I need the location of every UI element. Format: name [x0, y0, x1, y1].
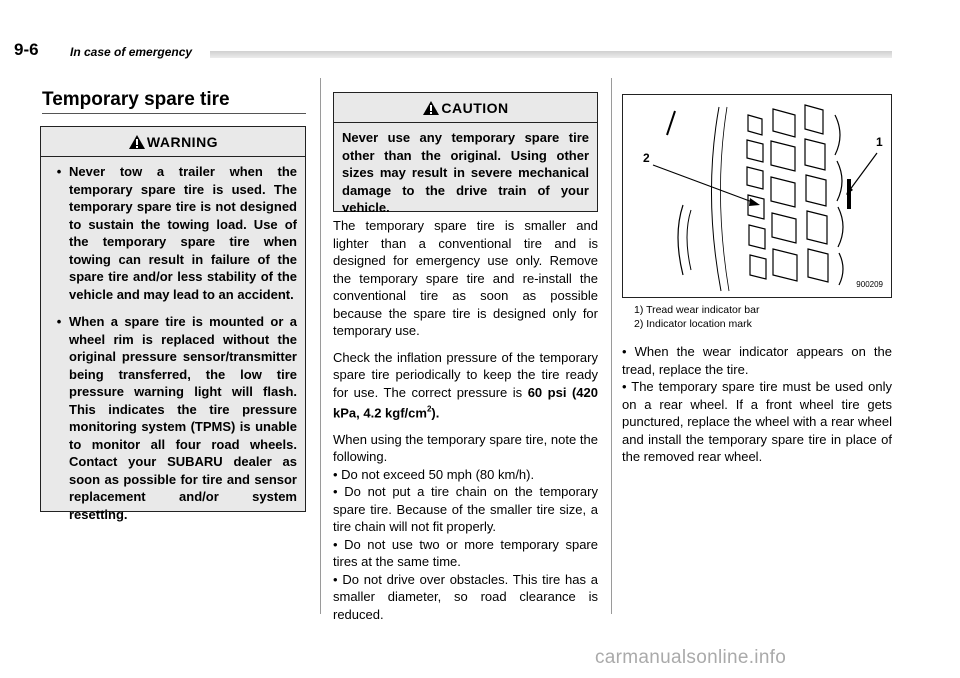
bullet-icon: •: [622, 379, 632, 394]
bullet-icon: •: [333, 484, 345, 500]
caution-header: [334, 93, 597, 123]
figure-label-2: 2: [643, 151, 650, 165]
caution-box: [333, 92, 598, 215]
caution-label: CAUTION: [441, 99, 509, 116]
warning-label: WARNING: [146, 133, 219, 150]
warning-item-text: When a spare tire is mounted or a wheel rim is replaced without the original pressure sensor/transmitter being transferred, the low tire pressure warning light will flash. This indicates the tire pressure monitoring system (TPMS) is unable to monitor all four road wheels. Contact your SUBARU dealer as soon as possible for tire and sensor replacement and/or system resetting.: [69, 314, 297, 522]
middle-text: [333, 217, 598, 623]
section-rule: [42, 113, 306, 114]
pressure-text: Check the inflation pressure of the temporary spare tire periodically to keep the tire ready for use. The correct pressure is: [333, 349, 598, 400]
header-bar: [210, 51, 892, 58]
section-title: Temporary spare tire: [42, 89, 230, 110]
list-item: [333, 466, 598, 484]
list-item-text: Do not use two or more temporary spare tires at the same time.: [333, 536, 598, 570]
list-item: [333, 571, 598, 624]
list-item-text: Do not put a tire chain on the temporary spare tire. Because of the smaller tire size, a tire chain will not fit properly.: [333, 484, 598, 535]
figure-code: 900209: [856, 280, 883, 289]
paragraph-pressure: [333, 349, 598, 422]
paragraph: The temporary spare tire is smaller and lighter than a conventional tire and is designed for emergency use only. Remove the temporary spare tire and re-install the conventional tire as soon as possible because the spare tire is designed only for temporary use.: [333, 218, 598, 338]
figure-caption-1: 1) Tread wear indicator bar: [634, 304, 760, 316]
warning-item: [49, 163, 297, 303]
pressure-sup: 2: [426, 405, 432, 414]
list-item: [333, 536, 598, 571]
figure-label-1: 1: [876, 135, 883, 149]
bullet-icon: •: [333, 536, 345, 552]
warning-box: [40, 126, 306, 522]
list-item: [622, 378, 892, 466]
tire-figure: [622, 94, 892, 298]
warning-item: [49, 313, 297, 523]
bullet-icon: •: [56, 164, 62, 179]
bullet-icon: •: [333, 466, 342, 482]
warning-item-text: Never tow a trailer when the temporary spare tire is used. The temporary spare tire is not designed to sustain the towing load. Use of the temporary spare tire when towing can result in failure of the spare tire and/or less stability of the vehicle and may lead to an accident.: [69, 164, 297, 302]
page-number: 9-6: [14, 40, 39, 59]
bullet-icon: •: [56, 314, 62, 329]
list-item-text: Do not drive over obstacles. This tire has a smaller diameter, so road clearance is reduced.: [333, 571, 599, 622]
list-item-text: The temporary spare tire must be used only on a rear wheel. If a front wheel tire gets punctured, replace the wheel with a rear wheel and install the temporary spare tire in place of the removed rear wheel.: [622, 379, 892, 464]
pressure-value: 60 psi (420 kPa, 4.2 kgf/cm: [333, 384, 598, 421]
caution-text: Never use any temporary spare tire other than the original. Using other sizes may result in severe mechanical damage to the drive train of your vehicle.: [342, 130, 589, 215]
bullet-icon: •: [333, 571, 343, 587]
list-item: [622, 343, 892, 378]
chapter-title: In case of emergency: [70, 45, 193, 59]
list-item-text: Do not exceed 50 mph (80 km/h).: [341, 466, 535, 482]
pressure-suffix: ).: [431, 405, 440, 421]
bullet-icon: •: [622, 344, 635, 359]
warning-triangle-icon: [128, 134, 146, 150]
warning-triangle-icon: [422, 100, 440, 116]
right-text: [622, 343, 892, 466]
paragraph: When using the temporary spare tire, note the following.: [333, 431, 598, 465]
list-item: [333, 483, 598, 536]
column-divider-2: [611, 78, 612, 614]
column-divider-1: [320, 78, 321, 614]
warning-header: [41, 127, 305, 157]
watermark: carmanualsonline.info: [595, 647, 787, 668]
tire-tread-illustration: [623, 95, 891, 297]
list-item-text: When the wear indicator appears on the tread, replace the tire.: [622, 344, 892, 377]
figure-caption-2: 2) Indicator location mark: [634, 318, 752, 330]
